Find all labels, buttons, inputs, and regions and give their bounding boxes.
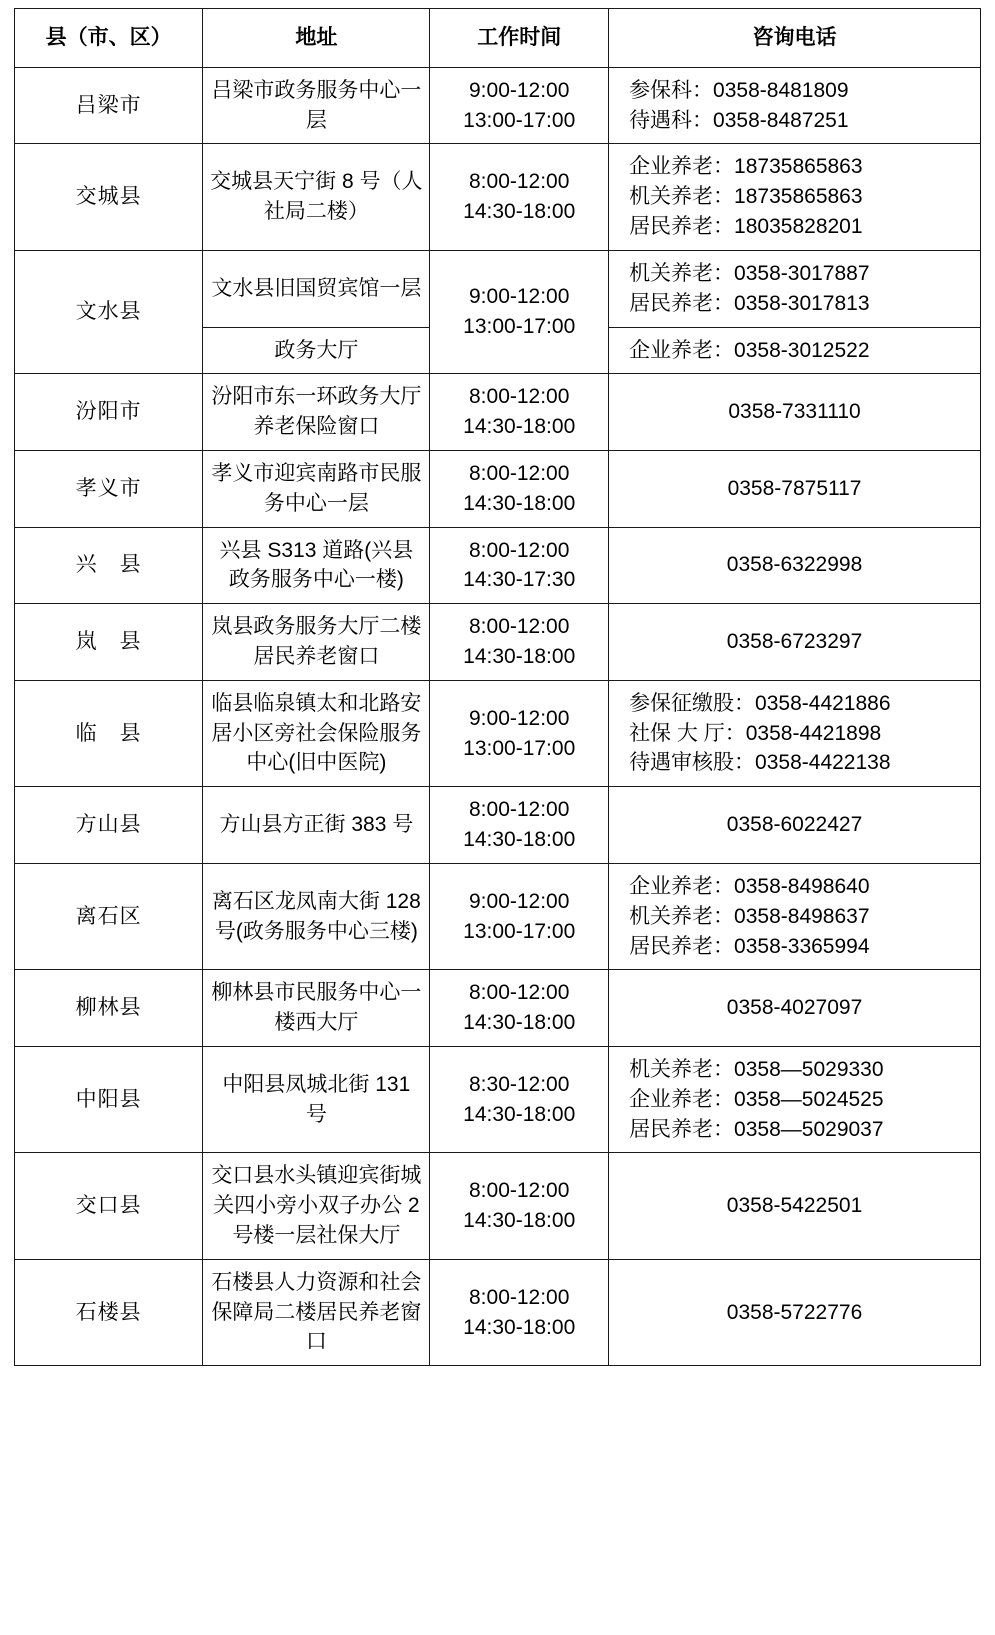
- cell-phone: [609, 863, 981, 969]
- cell-hours: [430, 970, 609, 1047]
- hours-line: 9:00-12:00: [469, 706, 570, 730]
- table-row: [15, 1259, 981, 1365]
- cell-hours: [430, 680, 609, 786]
- cell-address: 兴县 S313 道路(兴县政务服务中心一楼): [203, 527, 430, 604]
- cell-address: 柳林县市民服务中心一楼西大厅: [203, 970, 430, 1047]
- cell-hours: [430, 1046, 609, 1152]
- cell-hours: [430, 787, 609, 864]
- hours-line: 8:00-12:00: [469, 1179, 570, 1203]
- phone-list: [615, 336, 974, 366]
- phone-list: [615, 1191, 974, 1221]
- table-row: [15, 450, 981, 527]
- cell-county: 吕梁市: [15, 67, 203, 144]
- phone-line: 机关养老：0358—5029330: [629, 1057, 884, 1081]
- table-row: [15, 863, 981, 969]
- phone-line: 机关养老：0358-3017887: [629, 261, 870, 285]
- cell-hours: [430, 527, 609, 604]
- cell-hours: [430, 374, 609, 451]
- hours-line: 14:30-18:00: [463, 645, 576, 668]
- phone-line: 企业养老：0358-8498640: [629, 874, 870, 898]
- phone-line: 0358-5722776: [726, 1300, 863, 1324]
- hours-line: 9:00-12:00: [469, 889, 570, 913]
- cell-phone: [609, 250, 981, 327]
- phone-line: 0358-6022427: [726, 813, 863, 837]
- hours-line: 13:00-17:00: [463, 315, 576, 339]
- hours-line: 14:30-18:00: [463, 1011, 576, 1035]
- cell-address: 交城县天宁街 8 号（人社局二楼）: [203, 144, 430, 250]
- hours-line: 9:00-12:00: [469, 285, 570, 309]
- phone-line: 0358-7331110: [728, 400, 861, 424]
- cell-county: 孝义市: [15, 450, 203, 527]
- hours-line: 14:30-18:00: [463, 1315, 576, 1339]
- hours-line: 14:30-18:00: [463, 828, 576, 852]
- hours-line: 8:00-12:00: [469, 615, 570, 639]
- hours-line: 8:00-12:00: [469, 981, 570, 1005]
- cell-phone: [609, 787, 981, 864]
- column-header-county: 县（市、区）: [15, 9, 203, 68]
- cell-address: 孝义市迎宾南路市民服务中心一层: [203, 450, 430, 527]
- cell-phone: [609, 1153, 981, 1259]
- phone-line: 企业养老：0358-3012522: [629, 338, 870, 362]
- phone-line: 参保科：0358-8481809: [629, 78, 849, 102]
- cell-address: 岚县政务服务大厅二楼居民养老窗口: [203, 604, 430, 681]
- cell-phone: [609, 1259, 981, 1365]
- table-header-row: [15, 9, 981, 68]
- cell-county: 文水县: [15, 250, 203, 373]
- hours-line: 8:00-12:00: [469, 385, 570, 409]
- phone-line: 0358-7875117: [727, 476, 862, 500]
- hours-line: 13:00-17:00: [463, 736, 576, 760]
- phone-line: 企业养老：0358—5024525: [629, 1087, 884, 1111]
- phone-list: [615, 1298, 974, 1328]
- cell-address: 政务大厅: [203, 327, 430, 374]
- table-row: [15, 144, 981, 250]
- table-row: [15, 787, 981, 864]
- phone-line: 机关养老：18735865863: [629, 185, 863, 209]
- phone-line: 居民养老：18035828201: [629, 215, 863, 239]
- cell-hours: [430, 250, 609, 373]
- cell-phone: [609, 527, 981, 604]
- hours-line: 14:30-18:00: [463, 200, 576, 224]
- cell-address: 石楼县人力资源和社会保障局二楼居民养老窗口: [203, 1259, 430, 1365]
- cell-county: 方山县: [15, 787, 203, 864]
- hours-line: 8:00-12:00: [469, 461, 570, 485]
- cell-phone: [609, 327, 981, 374]
- cell-address: 临县临泉镇太和北路安居小区旁社会保险服务中心(旧中医院): [203, 680, 430, 786]
- table-row: [15, 970, 981, 1047]
- hours-line: 14:30-17:30: [463, 568, 576, 592]
- cell-county: 临 县: [15, 680, 203, 786]
- hours-line: 8:00-12:00: [469, 170, 570, 194]
- cell-address: 方山县方正街 383 号: [203, 787, 430, 864]
- phone-line: 居民养老：0358—5029037: [629, 1117, 884, 1141]
- cell-phone: [609, 1046, 981, 1152]
- phone-list: [615, 872, 974, 961]
- cell-hours: [430, 144, 609, 250]
- phone-line: 机关养老：0358-8498637: [629, 904, 870, 928]
- cell-address: 离石区龙凤南大街 128 号(政务服务中心三楼): [203, 863, 430, 969]
- phone-list: [615, 689, 974, 778]
- phone-line: 居民养老：0358-3365994: [629, 934, 870, 958]
- phone-line: 待遇审核股：0358-4422138: [629, 751, 891, 775]
- cell-address: 中阳县凤城北街 131 号: [203, 1046, 430, 1152]
- phone-line: 0358-5422501: [726, 1194, 863, 1218]
- table-row: [15, 527, 981, 604]
- table-body: [15, 67, 981, 1365]
- cell-phone: [609, 680, 981, 786]
- phone-list: [615, 550, 974, 580]
- cell-county: 交城县: [15, 144, 203, 250]
- table-header: [15, 9, 981, 68]
- hours-line: 13:00-17:00: [463, 108, 576, 132]
- cell-county: 汾阳市: [15, 374, 203, 451]
- phone-line: 0358-6322998: [726, 553, 863, 577]
- phone-line: 企业养老：18735865863: [629, 155, 863, 179]
- table-row: [15, 1046, 981, 1152]
- hours-line: 8:00-12:00: [469, 798, 570, 822]
- phone-line: 0358-4027097: [726, 996, 863, 1020]
- column-header-address: 地址: [203, 9, 430, 68]
- cell-county: 交口县: [15, 1153, 203, 1259]
- hours-line: 9:00-12:00: [469, 78, 570, 102]
- cell-hours: [430, 863, 609, 969]
- hours-line: 14:30-18:00: [463, 1102, 576, 1126]
- cell-phone: [609, 604, 981, 681]
- table-row: [15, 604, 981, 681]
- cell-phone: [609, 450, 981, 527]
- cell-hours: [430, 1259, 609, 1365]
- phone-line: 参保征缴股：0358-4421886: [629, 691, 891, 715]
- column-header-hours: 工作时间: [430, 9, 609, 68]
- cell-county: 离石区: [15, 863, 203, 969]
- cell-address: 交口县水头镇迎宾街城关四小旁小双子办公 2 号楼一层社保大厅: [203, 1153, 430, 1259]
- phone-list: [615, 1055, 974, 1144]
- cell-hours: [430, 450, 609, 527]
- phone-list: [615, 474, 974, 504]
- table-row: [15, 680, 981, 786]
- table-row: [15, 67, 981, 144]
- phone-list: [615, 152, 974, 241]
- hours-line: 8:00-12:00: [469, 538, 570, 562]
- hours-line: 8:00-12:00: [469, 1285, 570, 1309]
- phone-line: 待遇科：0358-8487251: [629, 108, 849, 132]
- hours-line: 14:30-18:00: [463, 491, 576, 515]
- cell-county: 柳林县: [15, 970, 203, 1047]
- phone-list: [615, 76, 974, 136]
- phone-line: 社保 大 厅：0358-4421898: [629, 721, 882, 745]
- cell-hours: [430, 604, 609, 681]
- cell-county: 岚 县: [15, 604, 203, 681]
- cell-county: 兴 县: [15, 527, 203, 604]
- table-row: [15, 1153, 981, 1259]
- cell-phone: [609, 144, 981, 250]
- cell-address: 文水县旧国贸宾馆一层: [203, 250, 430, 327]
- column-header-phone: 咨询电话: [609, 9, 981, 68]
- cell-county: 石楼县: [15, 1259, 203, 1365]
- cell-hours: [430, 1153, 609, 1259]
- cell-county: 中阳县: [15, 1046, 203, 1152]
- phone-list: [615, 397, 974, 427]
- cell-phone: [609, 67, 981, 144]
- phone-list: [615, 627, 974, 657]
- phone-line: 0358-6723297: [726, 630, 863, 654]
- table-row: [15, 374, 981, 451]
- phone-list: [615, 993, 974, 1023]
- phone-list: [615, 810, 974, 840]
- phone-list: [615, 259, 974, 319]
- cell-hours: [430, 67, 609, 144]
- cell-address: 吕梁市政务服务中心一层: [203, 67, 430, 144]
- hours-line: 14:30-18:00: [463, 415, 576, 439]
- hours-line: 13:00-17:00: [463, 919, 576, 943]
- cell-phone: [609, 374, 981, 451]
- hours-line: 8:30-12:00: [469, 1072, 570, 1096]
- table-row: [15, 250, 981, 327]
- phone-line: 居民养老：0358-3017813: [629, 291, 870, 315]
- cell-address: 汾阳市东一环政务大厅养老保险窗口: [203, 374, 430, 451]
- hours-line: 14:30-18:00: [463, 1209, 576, 1233]
- cell-phone: [609, 970, 981, 1047]
- contact-table: [14, 8, 981, 1366]
